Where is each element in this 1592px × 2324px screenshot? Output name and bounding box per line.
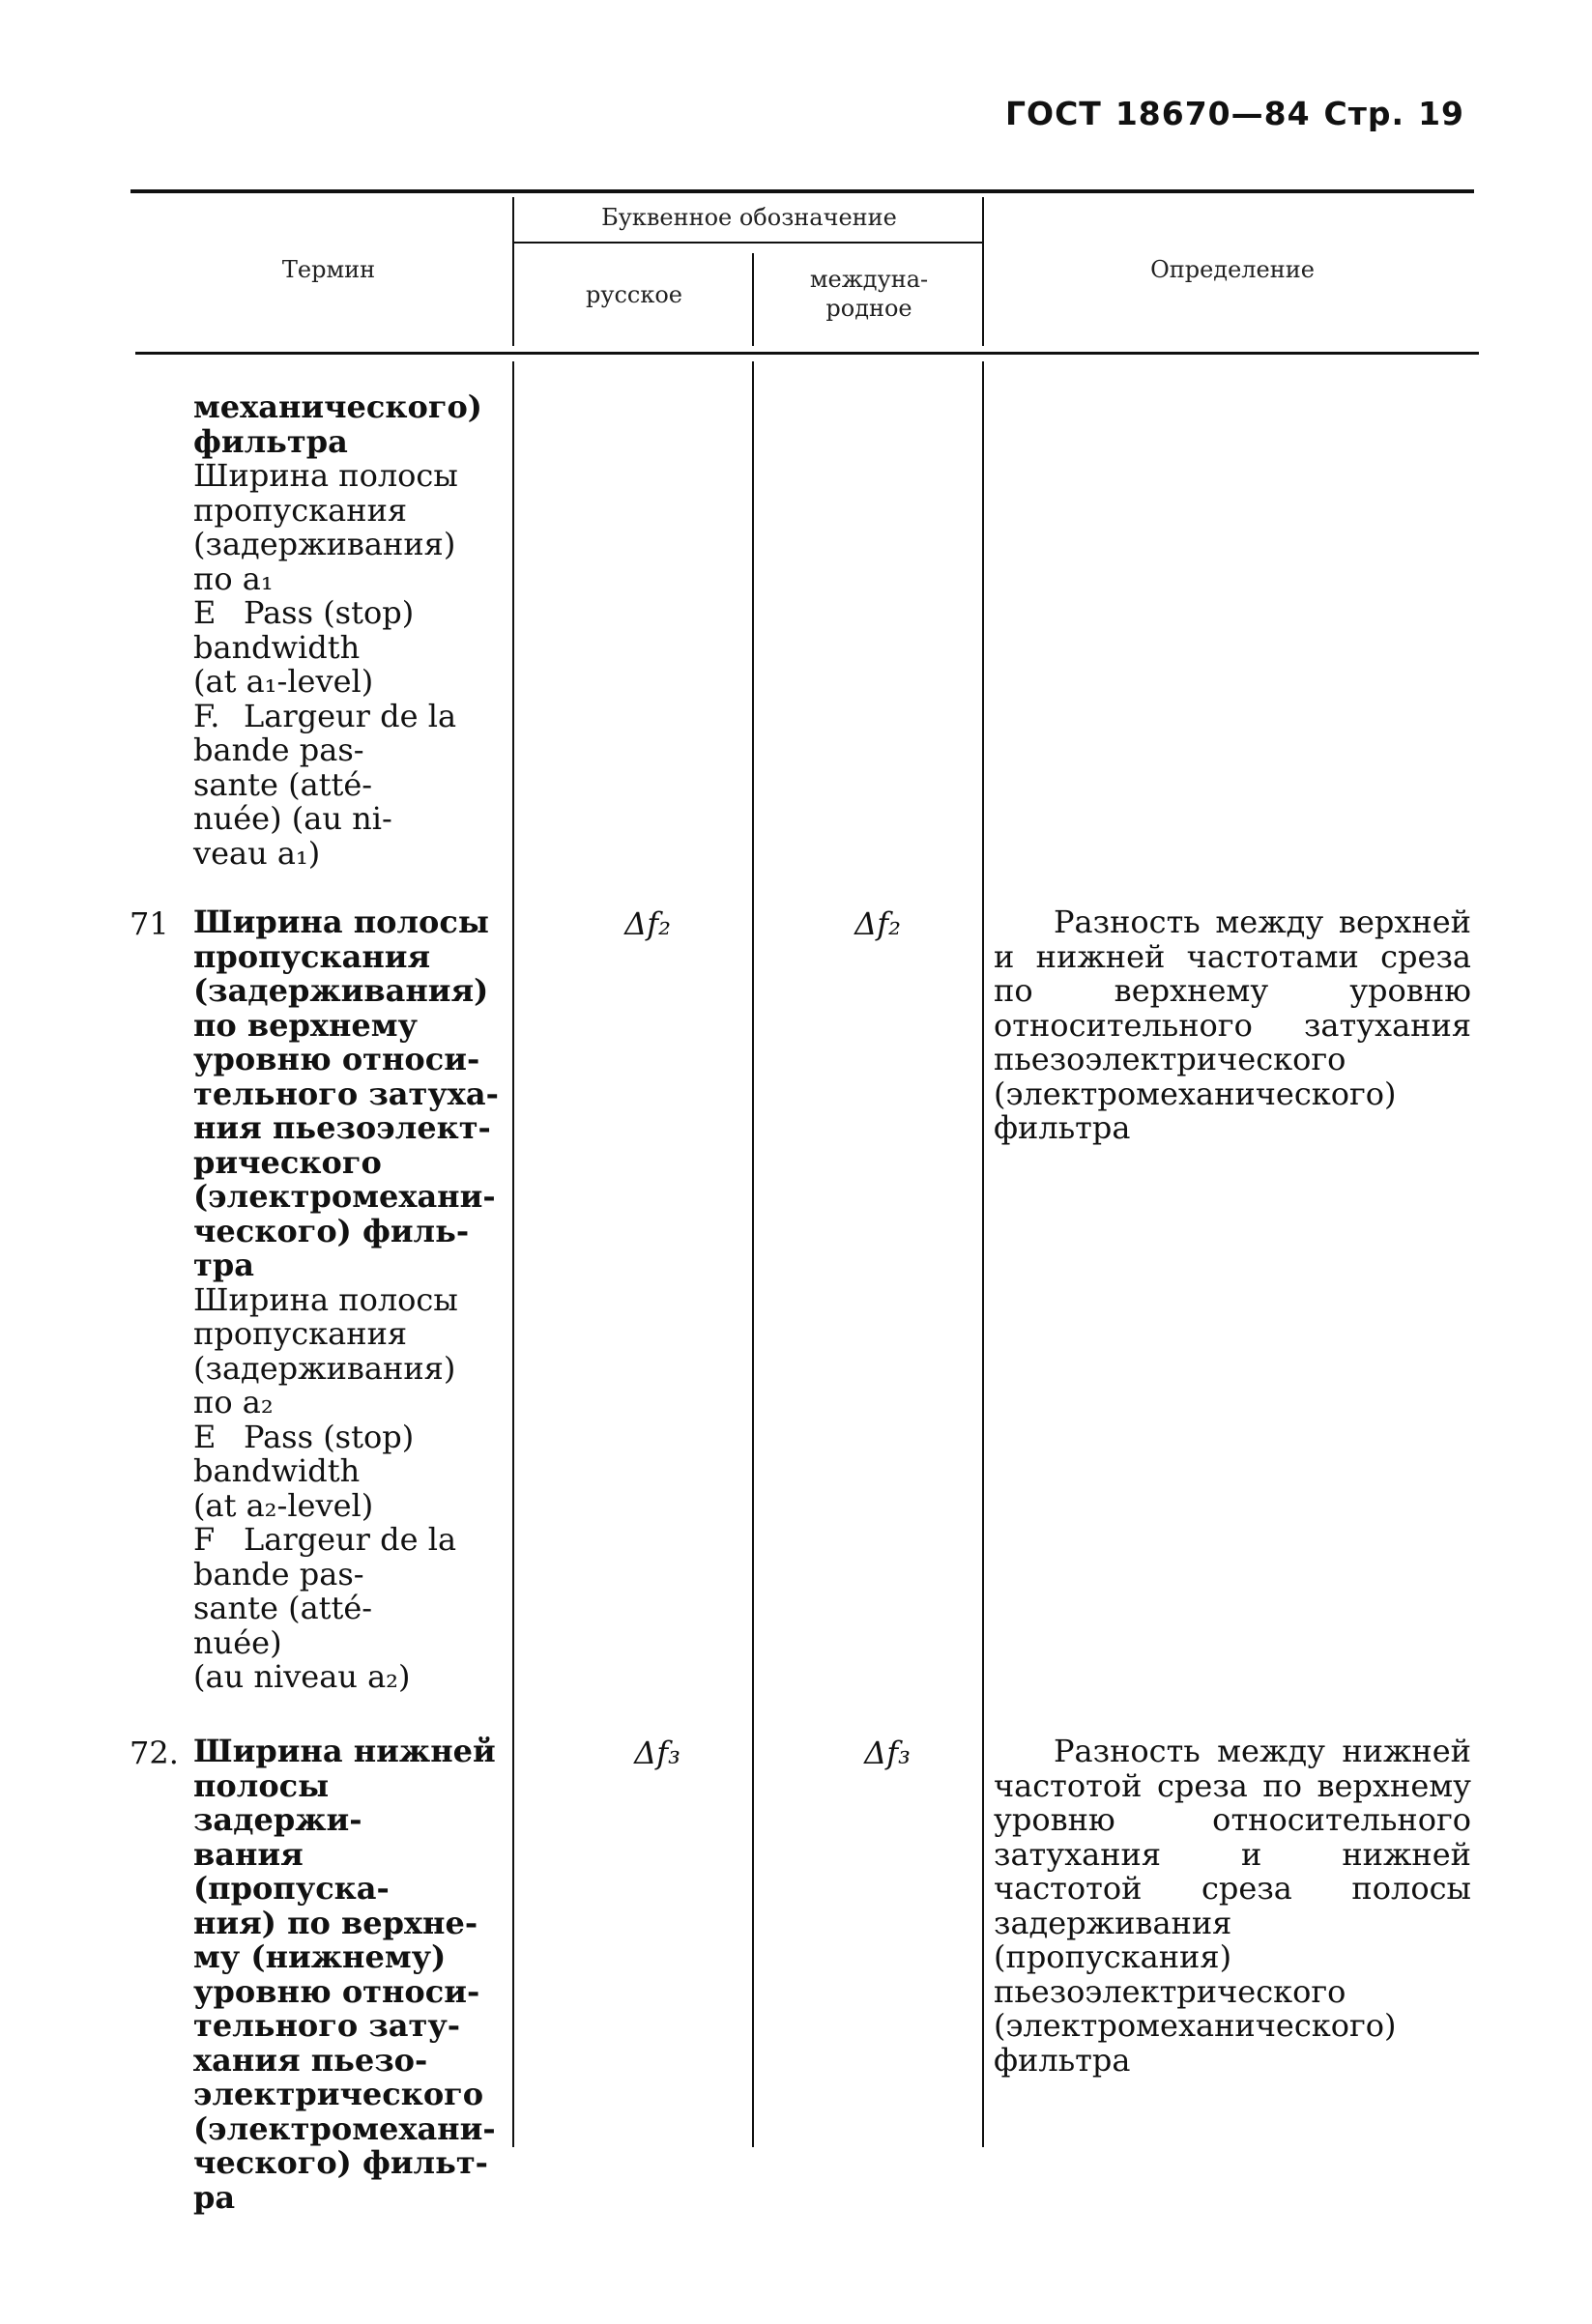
body-divider-left [512,361,514,2147]
continued-english-1: E Pass (stop) [193,594,415,631]
continued-french-5: veau a₁) [193,834,321,872]
entry-71-synonym-4: по a₂ [193,1384,274,1420]
entry-71-bold-6: тельного затуха- [193,1075,499,1112]
entry-72-definition-text: Разность между нижней частотой среза по верхнему уровню относительного затухания и нижней частотой среза полосы задерживания (пропускания) пьезоэлектрического (электромеханического) фильтра [994,1733,1471,2079]
entry-72-bold-8: хания пьезо- [193,2041,428,2079]
header-divider-left [512,197,514,346]
entry-71-bold-11: тра [193,1247,254,1283]
entry-71-number: 71 [130,905,169,942]
continued-french-1: F. Largeur de la [193,697,457,734]
entry-71-definition [994,905,1471,1146]
entry-71-bold-7: ния пьезоэлект- [193,1109,491,1146]
entry-72-bold-7: тельного зату- [193,2007,461,2044]
entry-71-bold-9: (электромехани- [193,1178,496,1215]
body-divider-right [982,361,984,2147]
continued-synonym-1: Ширина полосы [193,457,458,494]
entry-71-bold-5: уровню относи- [193,1041,480,1077]
continued-english-3: (at a₁-level) [193,663,374,700]
entry-72-bold-1: Ширина нижней [193,1733,496,1769]
table-top-rule [130,189,1474,193]
continued-french-3: sante (atté- [193,765,373,803]
standard-label: ГОСТ [1005,95,1102,132]
page-header [992,95,1464,132]
entry-71-english-code: E [193,1418,217,1455]
entry-71-synonym-2: пропускания [193,1315,408,1352]
entry-71-french-2: bande pas- [193,1555,364,1592]
entry-71-bold-1: Ширина полосы [193,904,489,940]
standard-number: 18670—84 [1114,95,1311,132]
entry-71-bold-10: ческого) филь- [193,1212,470,1249]
header-international [756,265,982,323]
header-international-line2: родное [825,295,912,322]
designation-sub-rule [514,242,984,244]
entry-72-bold-12: ра [193,2178,236,2216]
body-divider-mid [752,361,754,2147]
header-russian: русское [585,281,683,308]
entry-72-bold-10: (электромехани- [193,2109,496,2147]
header-definition: Определение [1150,256,1315,283]
continued-english-2: bandwidth [193,628,361,666]
continued-term-bold-2: фильтра [193,422,348,460]
header-divider-mid [752,253,754,346]
entry-72-definition [994,1735,1471,2078]
entry-72-bold-11: ческого) фильт- [193,2144,488,2181]
continued-term [193,390,503,871]
entry-71-international-symbol: Δf₂ [854,905,901,942]
entry-71-russian-symbol: Δf₂ [624,905,671,942]
entry-71-english-3: (at a₂-level) [193,1486,374,1524]
entry-72-bold-4: ния) по верхне- [193,1904,478,1941]
continued-synonym-3: (задерживания) [193,526,456,562]
continued-french-2: bande pas- [193,732,364,768]
entry-71-bold-2: пропускания [193,937,431,975]
entry-71-french-3: sante (atté- [193,1590,373,1626]
entry-71-french-code: F [193,1521,216,1558]
entry-71-synonym-1: Ширина полосы [193,1280,458,1318]
entry-72-russian-symbol: Δf₃ [634,1735,680,1771]
entry-71-definition-text: Разность между верхней и нижней частотами среза по верхнему уровню относительного затухания пьезоэлектрического (электромеханического) фильтра [994,904,1471,1146]
continued-synonym-4: по a₁ [193,559,274,597]
continued-term-bold-1: механического) [193,388,482,425]
entry-71-english-2: bandwidth [193,1452,361,1489]
entry-71-french-5: (au niveau a₂) [193,1658,411,1695]
entry-71-bold-3: (задерживания) [193,972,489,1009]
header-letter-designation: Буквенное обозначение [601,204,897,231]
entry-71-synonym-3: (задерживания) [193,1349,456,1387]
header-divider-right [982,197,984,346]
entry-71-bold-8: рического [193,1143,382,1181]
header-term: Термин [281,256,376,283]
entry-72-bold-6: уровню относи- [193,1972,480,2010]
header-international-line1: междуна- [809,266,929,293]
entry-72-bold-5: му (нижнему) [193,1938,447,1975]
continued-french-code: F. [193,697,220,734]
entry-72-international-symbol: Δf₃ [864,1735,911,1771]
entry-72-bold-2: полосы задержи- [193,1766,362,1838]
entry-72-bold-9: электрического [193,2076,484,2112]
entry-71-english-1: E Pass (stop) [193,1418,415,1455]
entry-71-bold-4: по верхнему [193,1006,419,1044]
entry-72-term [193,1735,503,2215]
page-number: 19 [1418,95,1464,132]
header-bottom-rule [135,352,1479,355]
continued-synonym-2: пропускания [193,491,408,529]
entry-72-bold-3: вания (пропуска- [193,1835,390,1907]
entry-71-french-1: F Largeur de la [193,1521,457,1558]
continued-english-code: E [193,594,217,631]
entry-71-french-4: nuée) [193,1623,282,1661]
entry-71-term [193,905,503,1695]
continued-french-4: nuée) (au ni- [193,800,392,837]
page-label: Стр. [1323,95,1405,132]
entry-72-number: 72. [130,1735,179,1771]
